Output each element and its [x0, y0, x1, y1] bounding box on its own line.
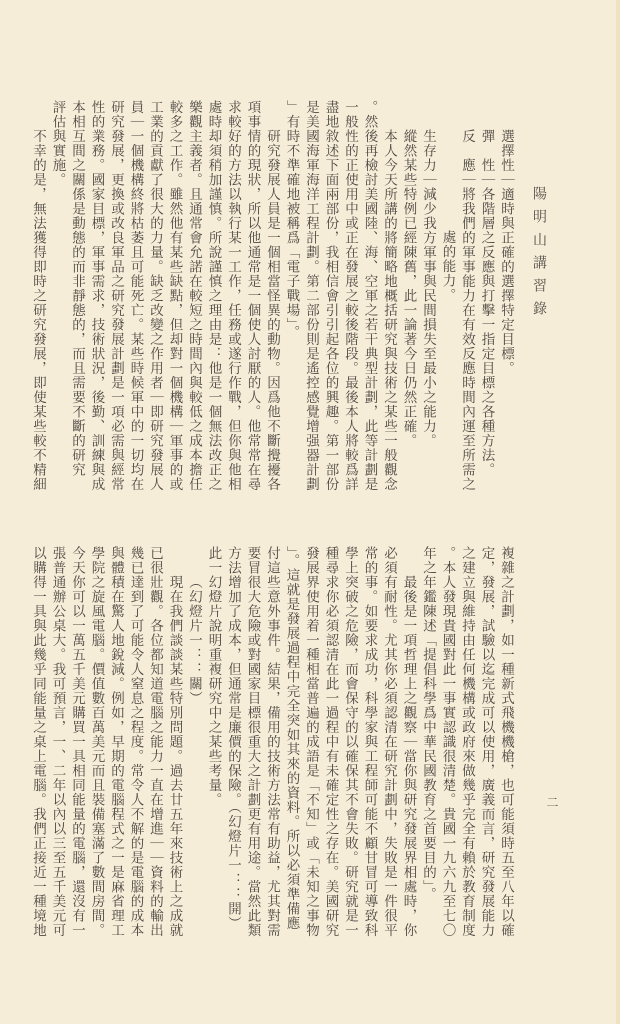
text-column: 工業的貢獻了很大的力量。缺乏改變之作用者｜即研究發展人 — [147, 100, 163, 492]
text-column: 項事情的現狀，所以他通常是一個使人討厭的人。他常常在尋 — [244, 100, 261, 492]
text-column: 盡地敘述下面兩部份，我相信會引引起各位的興趣。第一部份 — [322, 100, 339, 492]
text-column: 評估與實施。 — [49, 100, 66, 187]
text-column: 現在我們談談某些特別問題。過去廿五年來技術上之成就 — [166, 575, 183, 938]
text-column: 處時却須稍加謹慎。所說謹慎之理由是：他是一個無法改正之 — [205, 100, 222, 492]
text-column: （幻燈片一：：關） — [186, 575, 202, 706]
text-column: 張普通辦公桌大。我可預言，一、二年以內以三至五千美元可 — [49, 546, 66, 938]
text-column: 較多之工作。雖然他有某些缺點，但却對一個機構｜軍事的或 — [166, 100, 183, 492]
running-header: 陽明山講習錄 — [531, 186, 547, 324]
text-column: 求較好的方法以執行某一工作，任務或遂行作戰，但你與他相 — [225, 100, 241, 492]
upper-text-block — [27, 100, 515, 500]
text-column: 」。這就是發展過程中完全突如其來的資料。所以必須準備應 — [283, 546, 300, 931]
text-column: 此一幻燈片說明重複研究中之某些考量。 — [205, 546, 222, 807]
text-column: 是美國海軍海洋工程計劃。第二部份則是遙控感覺增强器計劃 — [303, 100, 319, 492]
text-column: 以購得一具與此幾乎同能量之桌上電腦。我們正接近一種境地 — [30, 546, 46, 938]
text-column: 年之年鑑陳述「提倡科學爲中華民國教育之首要目的」。 — [420, 546, 436, 902]
text-column: 不幸的是，無法獲得即時之研究發展，即使某些較不精細 — [30, 129, 46, 492]
text-column: 。本人發現貴國對此一事實認識很清楚。貴國一九六九至七〇 — [439, 546, 456, 938]
text-column: 學上突破之危險，而會保守的以確保其不會失敗。研究就是一 — [342, 546, 358, 938]
text-column: 選擇性｜適時與正確的選擇特定目標。 — [498, 129, 514, 376]
text-column: 方法增加了成本，但通常是廉價的保險。（幻燈片一：：開） — [225, 546, 241, 931]
page-edge — [616, 0, 620, 1024]
text-column: 一般性的正使用中或正在發展之較後階段。最後本人將較爲詳 — [342, 100, 358, 492]
text-column: 今天你可以一萬五千美元購買一具相同能量的電腦，還沒有一 — [69, 546, 85, 938]
text-column: 反 應｜將我們的軍事能力在有效反應時間內運至所需之 — [459, 129, 475, 492]
text-column: 」有時不準確地被稱爲「電子戰場」。 — [283, 100, 300, 340]
text-column: 定，發展，試驗以迄完成可以使用，廣義而言，研究發展能力 — [478, 546, 495, 938]
text-column: 付這些意外事件。結果，備用的技術方法常有助益，尤其對需 — [264, 546, 280, 938]
text-column: 研究發展，更換或改良軍品之研究發展計劃是一項必需與經常 — [108, 100, 124, 492]
text-column: 處的能力。 — [439, 230, 456, 303]
text-column: 性的業務。國家目標，軍事需求，技術狀況，後勤、訓練與成 — [88, 100, 105, 492]
text-column: 學院之旋風電腦。價值數百萬美元而且裝備塞滿了數間房間。 — [88, 546, 105, 938]
page-number: 二 — [545, 796, 559, 808]
text-column: 本人今天所講的將簡略地概括研究與技術之某些一般觀念 — [381, 129, 397, 492]
text-column: 常的事。如要求成功，科學家與工程師可能不顧甘冒可導致科 — [361, 546, 378, 938]
text-column: 種尋求你必須認清在此一過程中有未確定性之存在。美國研究 — [322, 546, 339, 938]
text-column: 與體積在驚人地銳減。例如，早期的電腦程式之一是麻省理工 — [108, 546, 124, 938]
text-column: 最後是一項哲理上之觀察｜當你與研究發展界相處時，你 — [400, 575, 417, 938]
text-column: 複雜之計劃，如一種新式飛機機槍，也可能須時五至八年以確 — [498, 546, 514, 938]
text-column: 員｜一個機構終將枯萎且可能死亡。某些時候軍中的一切均在 — [127, 100, 144, 492]
text-column: 研究發展人員是一個相當怪異的動物。因爲他不斷攪擾各 — [264, 129, 280, 492]
text-column: 已很壯觀。各位都知道電腦之能力一直在增進｜｜資料的輸出 — [147, 546, 163, 938]
text-column: 必須有耐性。尤其你必須認清在研究計劃中，失敗是一件很平 — [381, 546, 397, 938]
text-column: 之建立與維持由任何機構或政府來做幾乎完全有賴於教育制度 — [459, 546, 475, 938]
text-column: 生存力｜減少我方軍事與民間損失至最小之能力。 — [420, 129, 436, 448]
lower-text-block — [27, 546, 515, 946]
text-column: 要冒很大危險或對國家目標很重大之計劃更有用途。當然此類 — [244, 546, 261, 938]
text-column: 。然後再檢討美國陸、海、空軍之若干典型計劃，此等計劃是 — [361, 100, 378, 492]
text-column: 樂觀主義者。且通常會允諾在較短之時間內與較低之成本擔任 — [186, 100, 202, 492]
text-column: 發展界使用着一種相當普遍的成語是「不知」或「未知之事物 — [303, 546, 319, 938]
text-column: 幾已達到了可能令人窒息之程度。常令人不解的是電腦的成本 — [127, 546, 144, 938]
text-column: 彈 性｜各階層之反應與打擊一指定目標之各種方法。 — [478, 129, 495, 477]
text-column: 本相互間之關係是動態的而非靜態的，而且需要不斷的研究 — [69, 100, 85, 477]
text-column: 縱然某些特例已經陳舊，此一論著今日仍然正確。 — [400, 129, 417, 448]
